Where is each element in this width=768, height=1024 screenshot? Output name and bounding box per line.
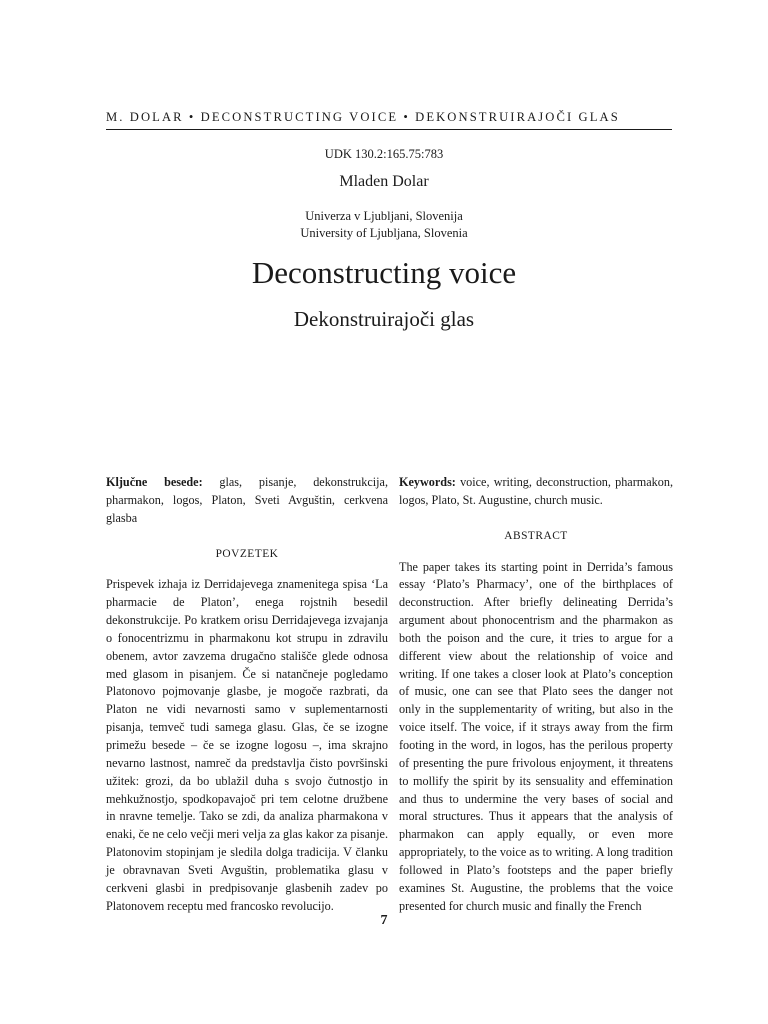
running-head: M. DOLAR • DECONSTRUCTING VOICE • DEKONSTRUIRAJOČI GLAS xyxy=(106,110,620,124)
paper-title: Deconstructing voice xyxy=(251,255,517,290)
slovene-keywords xyxy=(106,474,388,528)
english-keywords-text: voice, writing, deconstruction, pharmakon, logos, Plato, St. Augustine, church music. xyxy=(399,475,673,507)
udk-code: UDK 130.2:165.75:783 xyxy=(324,147,444,161)
english-keywords-label: Keywords: xyxy=(399,475,456,489)
affiliation-slovene: Univerza v Ljubljani, Slovenija xyxy=(305,209,463,223)
slovene-abstract-body: Prispevek izhaja iz Derridajevega znamenitega spisa ‘La pharmacie de Platon’, enega rojstnih besedil dekonstrukcije. Po kratkem orisu Derridajevega izvajanja o fonocentrizmu in pharmakonu kot strupu in zdravilu obenem, avtor zavzema drugačno stališče glede odnosa med glasom in pisanjem. Če si natančneje pogledamo Platonovo pojmovanje glasbe, je mogoče razbrati, da Platon ne vidi nevarnosti samo v suplementarnosti pisanja, temveč tudi samega glasu. Glas, če se izogne primežu besede – če se izogne logosu –, ima skrajno nevarno lastnost, namreč da predstavlja čisto površinski užitek: grozi, da bo ublažil duha s svojo čutnostjo in mehkužnostjo, spodkopavajoč pri tem celotne družbene in nravne temelje. Tako se zdi, da analiza pharmakona v enaki, če ne celo večji meri velja za glas kakor za pisanje. Platonovim stopinjam je sledila dolga tradicija. V članku je obravnavan Sveti Avguštin, problematika glasu v cerkveni glasbi in predpisovanje glasbenih zadev po Platonovem receptu med francosko revolucijo. xyxy=(106,577,388,913)
english-column xyxy=(399,474,673,915)
slovene-keywords-text: glas, pisanje, dekonstrukcija, pharmakon, logos, Platon, Sveti Avguštin, cerkvena glasba xyxy=(106,475,388,525)
author-name: Mladen Dolar xyxy=(339,173,429,190)
slovene-column xyxy=(106,474,388,915)
affiliation-english: University of Ljubljana, Slovenia xyxy=(300,226,468,240)
english-abstract-body: The paper takes its starting point in Derrida’s famous essay ‘Plato’s Pharmacy’, one of the birthplaces of deconstruction. After briefly delineating Derrida’s argument about phonocentrism and the pharmakon as both the poison and the cure, it tries to argue for a different view about the relationship of voice and writing. If one takes a closer look at Plato’s conception of music, one can see that Plato sees the danger not only in the supplementarity of writing, but also in the voice itself. The voice, if it strays away from the firm footing in the word, in logos, has the perilous property of presenting the pure frivolous enjoyment, it threatens to mollify the spirit by its sensuality and effemination and thus to undermine the very bases of social and moral structures. Thus it appears that the analysis of pharmakon can apply equally, or even more appropriately, to the voice as to writing. A long tradition followed in Plato’s footsteps and the paper briefly examines St. Augustine, the problems that the voice presented for church music and finally the French xyxy=(399,559,673,913)
running-head-rule xyxy=(106,129,672,130)
paper-subtitle: Dekonstruirajoči glas xyxy=(293,307,475,331)
slovene-abstract-heading: POVZETEK xyxy=(215,547,279,560)
english-abstract-heading: ABSTRACT xyxy=(504,529,568,542)
page-number: 7 xyxy=(380,913,388,928)
slovene-keywords-label: Ključne besede: xyxy=(106,475,203,489)
english-keywords xyxy=(399,474,673,510)
